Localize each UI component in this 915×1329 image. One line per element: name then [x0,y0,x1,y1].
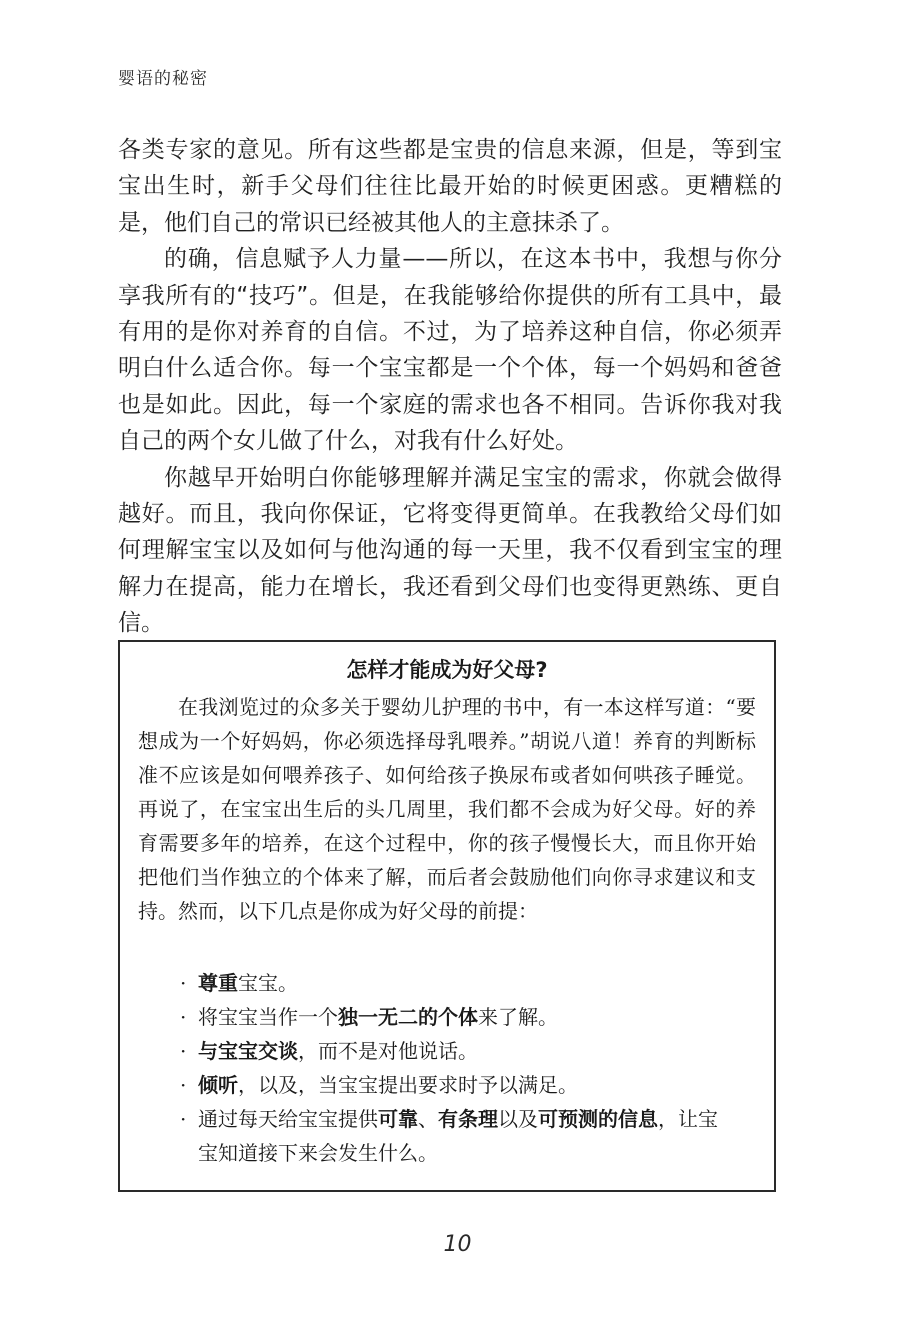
bullet-item [180,966,756,1000]
bullet-item [180,1000,756,1034]
paragraph: 的确，信息赋予人力量——所以，在这本书中，我想与你分享我所有的“技巧”。但是，在我能够给你提供的所有工具中，最有用的是你对养育的自信。不过，为了培养这种自信，你必须弄明白什么适合你。每一个宝宝都是一个个体，每一个妈妈和爸爸也是如此。因此，每一个家庭的需求也各不相同。告诉你我对我自己的两个女儿做了什么，对我有什么好处。 [118,246,782,455]
bullet-marker: · [180,971,187,995]
page-number: 10 [443,1232,472,1257]
sidebar-box [118,640,776,1192]
bullet-marker: · [180,1039,187,1063]
sidebar-body [138,690,756,928]
bullet-text: 通过每天给宝宝提供 [198,1107,378,1131]
emphasis: 尊重 [198,971,238,995]
bullet-item [180,1102,756,1170]
bullet-text: 来了解。 [478,1005,558,1029]
bullet-marker: · [180,1073,187,1097]
emphasis: 与宝宝交谈 [198,1039,298,1063]
bullet-text: ，以及，当宝宝提出要求时予以满足。 [238,1073,578,1097]
bullet-text: 将宝宝当作一个 [198,1005,338,1029]
emphasis: 独一无二的个体 [338,1005,478,1029]
bullet-marker: · [180,1005,187,1029]
emphasis: 可预测的信息 [538,1107,658,1131]
bullet-text: 以及 [498,1107,538,1131]
bullet-text-continuation: 宝知道接下来会发生什么。 [198,1141,438,1165]
bullet-text: ，让宝 [658,1107,718,1131]
sidebar-intro: 在我浏览过的众多关于婴幼儿护理的书中，有一本这样写道：“要想成为一个好妈妈，你必须选择母乳喂养。”胡说八道！养育的判断标准不应该是如何喂养孩子、如何给孩子换尿布或者如何哄孩子睡觉。再说了，在宝宝出生后的头几周里，我们都不会成为好父母。好的养育需要多年的培养，在这个过程中，你的孩子慢慢长大，而且你开始把他们当作独立的个体来了解，而后者会鼓励他们向你寻求建议和支持。然而，以下几点是你成为好父母的前提： [138,695,756,923]
bullet-text: ，而不是对他说话。 [298,1039,478,1063]
paragraph: 各类专家的意见。所有这些都是宝贵的信息来源，但是，等到宝宝出生时，新手父母们往往比最开始的时候更困惑。更糟糕的是，他们自己的常识已经被其他人的主意抹杀了。 [118,137,782,236]
bullet-text: 宝宝。 [238,971,298,995]
emphasis: 倾听 [198,1073,238,1097]
bullet-text: 、 [418,1107,438,1131]
main-text [118,132,782,642]
emphasis: 可靠 [378,1107,418,1131]
paragraph: 你越早开始明白你能够理解并满足宝宝的需求，你就会做得越好。而且，我向你保证，它将变得更简单。在我教给父母们如何理解宝宝以及如何与他沟通的每一天里，我不仅看到宝宝的理解力在提高，能力在增长，我还看到父母们也变得更熟练、更自信。 [118,464,782,637]
bullet-list [138,966,756,1170]
bullet-marker: · [180,1107,187,1131]
emphasis: 有条理 [438,1107,498,1131]
running-head: 婴语的秘密 [118,69,208,89]
sidebar-title: 怎样才能成为好父母? [346,658,548,682]
bullet-item [180,1068,756,1102]
bullet-item [180,1034,756,1068]
